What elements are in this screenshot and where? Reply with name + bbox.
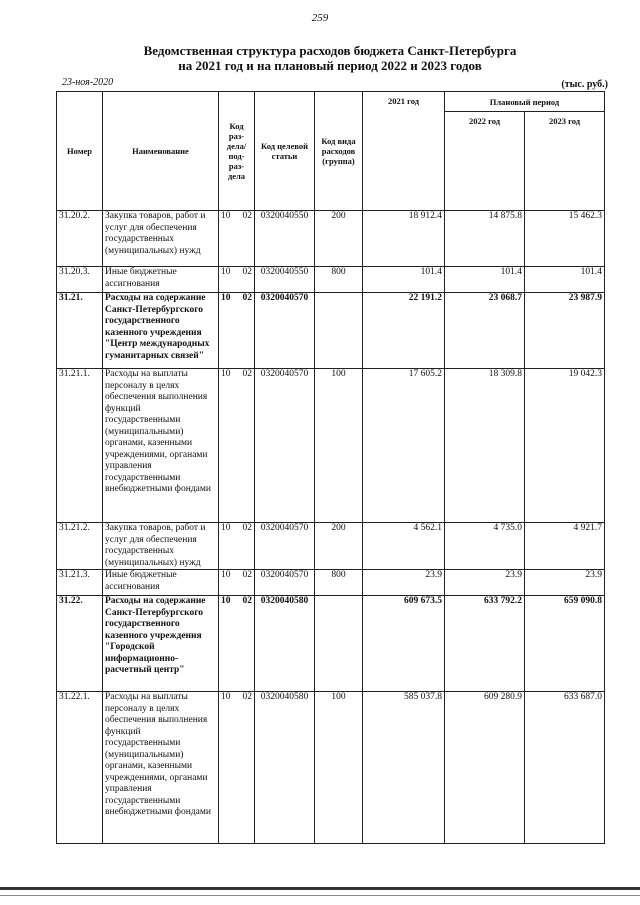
- unit-label: (тыс. руб.): [561, 79, 608, 90]
- row-number: 31.21.: [57, 293, 103, 369]
- row-section-code: 10: [221, 692, 231, 702]
- row-2021: 22 191.2: [363, 293, 445, 369]
- row-2023: 15 462.3: [525, 211, 605, 267]
- row-2023: 101.4: [525, 267, 605, 293]
- document-date: 23-ноя-2020: [62, 77, 114, 88]
- header-2023: 2023 год: [525, 112, 605, 211]
- row-name: Расходы на выплаты персоналу в целях обеспечения выполнения функций государственными (муниципальными) органами, казенными учреждениями, органами управления государственными внебюджетными фондами: [103, 692, 219, 844]
- row-target: 0320040570: [255, 369, 315, 523]
- row-subsection-code: 02: [242, 570, 252, 580]
- row-2021: 17 605.2: [363, 369, 445, 523]
- row-section-code: 10: [221, 570, 231, 580]
- header-2022: 2022 год: [445, 112, 525, 211]
- row-name: Иные бюджетные ассигнования: [103, 570, 219, 596]
- header-expense: Код вида расходов (группа): [315, 92, 363, 211]
- table-row: [57, 267, 605, 293]
- title-line-1: Ведомственная структура расходов бюджета Санкт-Петербурга: [143, 43, 517, 58]
- row-target: 0320040550: [255, 267, 315, 293]
- row-subsection-code: 02: [242, 267, 252, 277]
- table-row: [57, 293, 605, 369]
- table-row: [57, 523, 605, 570]
- row-target: 0320040570: [255, 523, 315, 570]
- row-target: 0320040580: [255, 692, 315, 844]
- row-section-code: 10: [221, 267, 231, 277]
- page-number: 259: [311, 12, 329, 24]
- row-section: [219, 267, 255, 293]
- row-subsection-code: 02: [242, 692, 252, 702]
- row-name: Расходы на содержание Санкт-Петербургского государственного казенного учреждения "Центр международных гуманитарных связей": [103, 293, 219, 369]
- row-2022: 4 735.0: [445, 523, 525, 570]
- row-subsection-code: 02: [242, 293, 252, 303]
- header-2021: 2021 год: [363, 92, 445, 211]
- table-row: [57, 570, 605, 596]
- row-number: 31.22.: [57, 596, 103, 692]
- row-number: 31.21.3.: [57, 570, 103, 596]
- row-2023: 4 921.7: [525, 523, 605, 570]
- row-section: [219, 596, 255, 692]
- row-2021: 585 037.8: [363, 692, 445, 844]
- row-section-code: 10: [221, 211, 231, 221]
- header-section: Код раз-дела/ под-раз-дела: [219, 92, 255, 211]
- row-section: [219, 293, 255, 369]
- row-expense: 100: [315, 369, 363, 523]
- row-expense: 200: [315, 211, 363, 267]
- scan-artifact-line: [0, 895, 640, 896]
- row-subsection-code: 02: [242, 211, 252, 221]
- row-number: 31.20.3.: [57, 267, 103, 293]
- header-target: Код целевой статьи: [255, 92, 315, 211]
- row-target: 0320040550: [255, 211, 315, 267]
- header-number: Номер: [57, 92, 103, 211]
- budget-table: [56, 91, 605, 844]
- row-2021: 18 912.4: [363, 211, 445, 267]
- row-2021: 101.4: [363, 267, 445, 293]
- row-number: 31.21.2.: [57, 523, 103, 570]
- row-2022: 14 875.8: [445, 211, 525, 267]
- document-title: [60, 43, 600, 73]
- row-section: [219, 211, 255, 267]
- row-expense: 100: [315, 692, 363, 844]
- row-section: [219, 369, 255, 523]
- row-section: [219, 692, 255, 844]
- row-2023: 23.9: [525, 570, 605, 596]
- row-expense: 200: [315, 523, 363, 570]
- table-row: [57, 211, 605, 267]
- row-2023: 633 687.0: [525, 692, 605, 844]
- row-2022: 609 280.9: [445, 692, 525, 844]
- row-section: [219, 523, 255, 570]
- row-section-code: 10: [221, 369, 231, 379]
- row-section-code: 10: [221, 523, 231, 533]
- row-2023: 659 090.8: [525, 596, 605, 692]
- table-row: [57, 369, 605, 523]
- row-expense: [315, 596, 363, 692]
- row-2022: 101.4: [445, 267, 525, 293]
- row-number: 31.22.1.: [57, 692, 103, 844]
- row-subsection-code: 02: [242, 596, 252, 606]
- row-2022: 23.9: [445, 570, 525, 596]
- row-2022: 23 068.7: [445, 293, 525, 369]
- row-target: 0320040570: [255, 293, 315, 369]
- row-subsection-code: 02: [242, 369, 252, 379]
- row-section: [219, 570, 255, 596]
- row-2021: 4 562.1: [363, 523, 445, 570]
- row-2021: 23.9: [363, 570, 445, 596]
- row-name: Расходы на содержание Санкт-Петербургского государственного казенного учреждения "Городской информационно-расчетный центр": [103, 596, 219, 692]
- page-bottom-border: [0, 887, 640, 890]
- row-2023: 23 987.9: [525, 293, 605, 369]
- row-name: Расходы на выплаты персоналу в целях обеспечения выполнения функций государственными (муниципальными) органами, казенными учреждениями, органами управления государственными внебюджетными фондами: [103, 369, 219, 523]
- header-planned: Плановый период: [445, 92, 605, 112]
- row-2022: 633 792.2: [445, 596, 525, 692]
- row-target: 0320040580: [255, 596, 315, 692]
- row-expense: 800: [315, 267, 363, 293]
- table-row: [57, 596, 605, 692]
- row-2021: 609 673.5: [363, 596, 445, 692]
- row-name: Иные бюджетные ассигнования: [103, 267, 219, 293]
- row-expense: 800: [315, 570, 363, 596]
- row-number: 31.21.1.: [57, 369, 103, 523]
- title-line-2: на 2021 год и на плановый период 2022 и 2023 годов: [178, 58, 482, 73]
- row-number: 31.20.2.: [57, 211, 103, 267]
- row-2022: 18 309.8: [445, 369, 525, 523]
- row-target: 0320040570: [255, 570, 315, 596]
- row-name: Закупка товаров, работ и услуг для обеспечения государственных (муниципальных) нужд: [103, 523, 219, 570]
- row-subsection-code: 02: [242, 523, 252, 533]
- row-expense: [315, 293, 363, 369]
- header-name: Наименование: [103, 92, 219, 211]
- row-section-code: 10: [221, 596, 231, 606]
- row-name: Закупка товаров, работ и услуг для обеспечения государственных (муниципальных) нужд: [103, 211, 219, 267]
- row-section-code: 10: [221, 293, 231, 303]
- row-2023: 19 042.3: [525, 369, 605, 523]
- table-row: [57, 692, 605, 844]
